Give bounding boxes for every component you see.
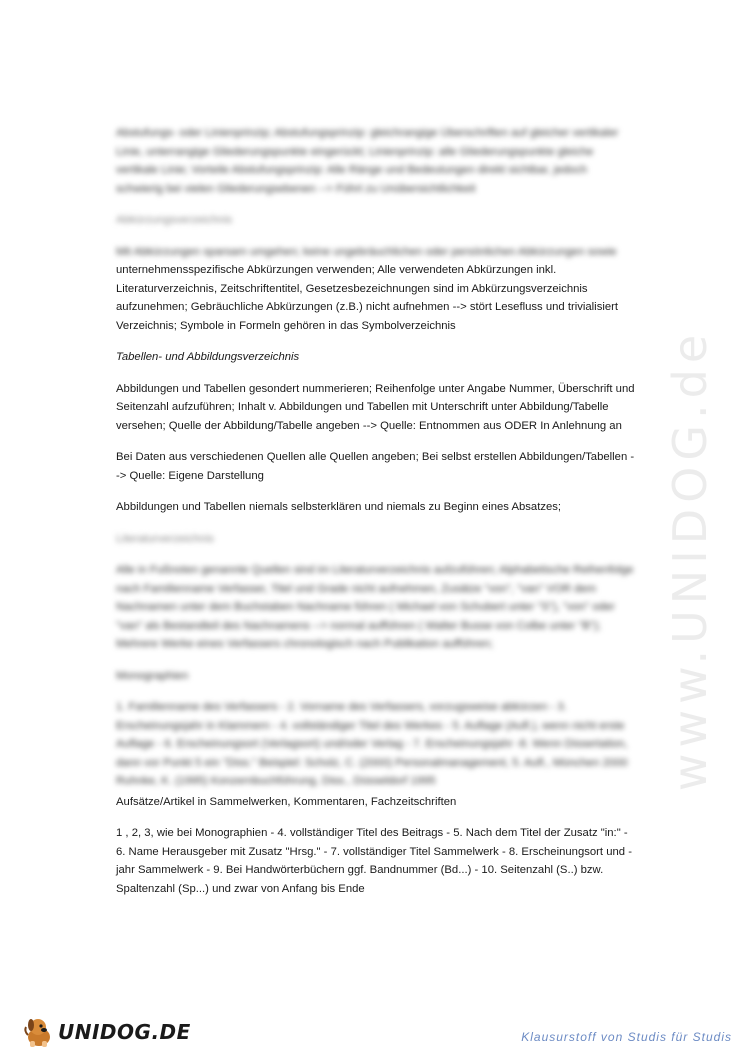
paragraph-aufsaetze: 1 , 2, 3, wie bei Monographien - 4. vollständiger Titel des Beitrags - 5. Nach dem Titel der Zusatz "in:" - 6. Name Herausgeber mit Zusatz "Hrsg." - 7. vollständiger Titel Sammelwerk - 8. Erscheinungsort und - jahr Sammelwerk - 9. Bei Handwörterbüchern ggf. Bandnummer (Bd...) - 10. Seitenzahl (S..) bzw. Spaltenzahl (Sp...) und zwar von Anfang bis Ende bbox=[116, 827, 632, 895]
blurred-heading: Literaturverzeichnis bbox=[116, 532, 214, 545]
blurred-heading: Abkürzungsverzeichnis bbox=[116, 214, 233, 226]
blurred-paragraph: Mit Abkürzungen sparsam umgehen; keine ungebräuchlichen oder persönlichen Abkürzungen sowie bbox=[116, 245, 617, 258]
document-body bbox=[116, 124, 636, 911]
blurred-paragraph: Alle in Fußnoten genannte Quellen sind im Literaturverzeichnis aufzuführen; Alphabetische Reihenfolge nach Familienname Verfasser, Titel und Grade nicht aufnehmen, Zusätze "von", "van" VOR dem Nachnamen unter dem Buchstaben Nachname führen ( Michael von Schubert unter "S"), "von" oder "van" als Bestandteil des Nachnamens --> normal aufführen ( Walter Busse von Colbe unter "B"); Mehrere Werke eines Verfassers chronologisch nach Publikation aufführen; bbox=[116, 564, 634, 650]
paragraph-niemals: Abbildungen und Tabellen niemals selbsterklären und niemals zu Beginn eines Absatzes; bbox=[116, 501, 562, 513]
blurred-heading: Monographien bbox=[116, 669, 189, 682]
paragraph-abbildungen: Abbildungen und Tabellen gesondert nummerieren; Reihenfolge unter Angabe Nummer, Überschrift und Seitenzahl aufzuführen; Inhalt v. Abbildungen und Tabellen mit Unterschrift unter Abbildung/Tabelle versehen; Quelle der Abbildung/Tabelle angeben --> Quelle: Entnommen aus ODER In Anlehnung an bbox=[116, 382, 635, 432]
footer-logo bbox=[22, 1012, 192, 1052]
blurred-paragraph: 1. Familienname des Verfassers - 2. Vorname des Verfassers, vorzugsweise abkürzen - 3. Erscheinungsjahr in Klammern - 4. vollständiger Titel des Werkes - 5. Auflage (Aufl.), wenn nicht erste Auflage - 6. Erscheinungsort (Verlagsort) und/oder Verlag - 7. Erscheinungsjahr -8. Wenn Dissertation, dann vor Punkt 5 ein "Diss." Beispiel: Scholz, C. (2000) Personalmanagement, 5. Aufl., München 2000 Ruhnke, K. (1995) Konzernbuchführung, Diss., Düsseldorf 1995 bbox=[116, 701, 628, 787]
heading-tabellen: Tabellen- und Abbildungsverzeichnis bbox=[116, 351, 300, 363]
logo-text: UNIDOG.DE bbox=[58, 1020, 191, 1044]
watermark: www.UNIDOG.de bbox=[663, 328, 717, 792]
paragraph-daten: Bei Daten aus verschiedenen Quellen alle Quellen angeben; Bei selbst erstellen Abbildungen/Tabellen --> Quelle: Eigene Darstellung bbox=[116, 451, 635, 482]
abkuerzungen-paragraph: unternehmensspezifische Abkürzungen verwenden; Alle verwendeten Abkürzungen inkl. Literaturverzeichnis, Zeitschriftentitel, Gesetzesbezeichnungen sind im Abkürzungsverzeichnis aufzunehmen; Gebräuchliche Abkürzungen (z.B.) nicht aufnehmen --> stört Lesefluss und trivialisiert Verzeichnis; Symbole in Formeln gehören in das Symbolverzeichnis bbox=[116, 264, 619, 332]
blurred-paragraph: Abstufungs- oder Linienprinzip; Abstufungsprinzip: gleichrangige Überschriften auf gleicher vertikaler Linie, unterrangige Gliederungspunkte eingerückt; Linienprinzip: alle Gliederungspunkte gleiche vertikale Linie; Vorteile Abstufungsprinzip: Alle Ränge und Bedeutungen direkt sichtbar, jedoch schwierig bei vielen Gliederungsebenen --> Führt zu Unübersichtlichkeit bbox=[116, 127, 619, 195]
footer-tagline: Klausurstoff von Studis für Studis bbox=[521, 1030, 732, 1044]
heading-aufsaetze: Aufsätze/Artikel in Sammelwerken, Kommentaren, Fachzeitschriften bbox=[116, 795, 457, 808]
dog-mascot-icon bbox=[22, 1015, 56, 1049]
